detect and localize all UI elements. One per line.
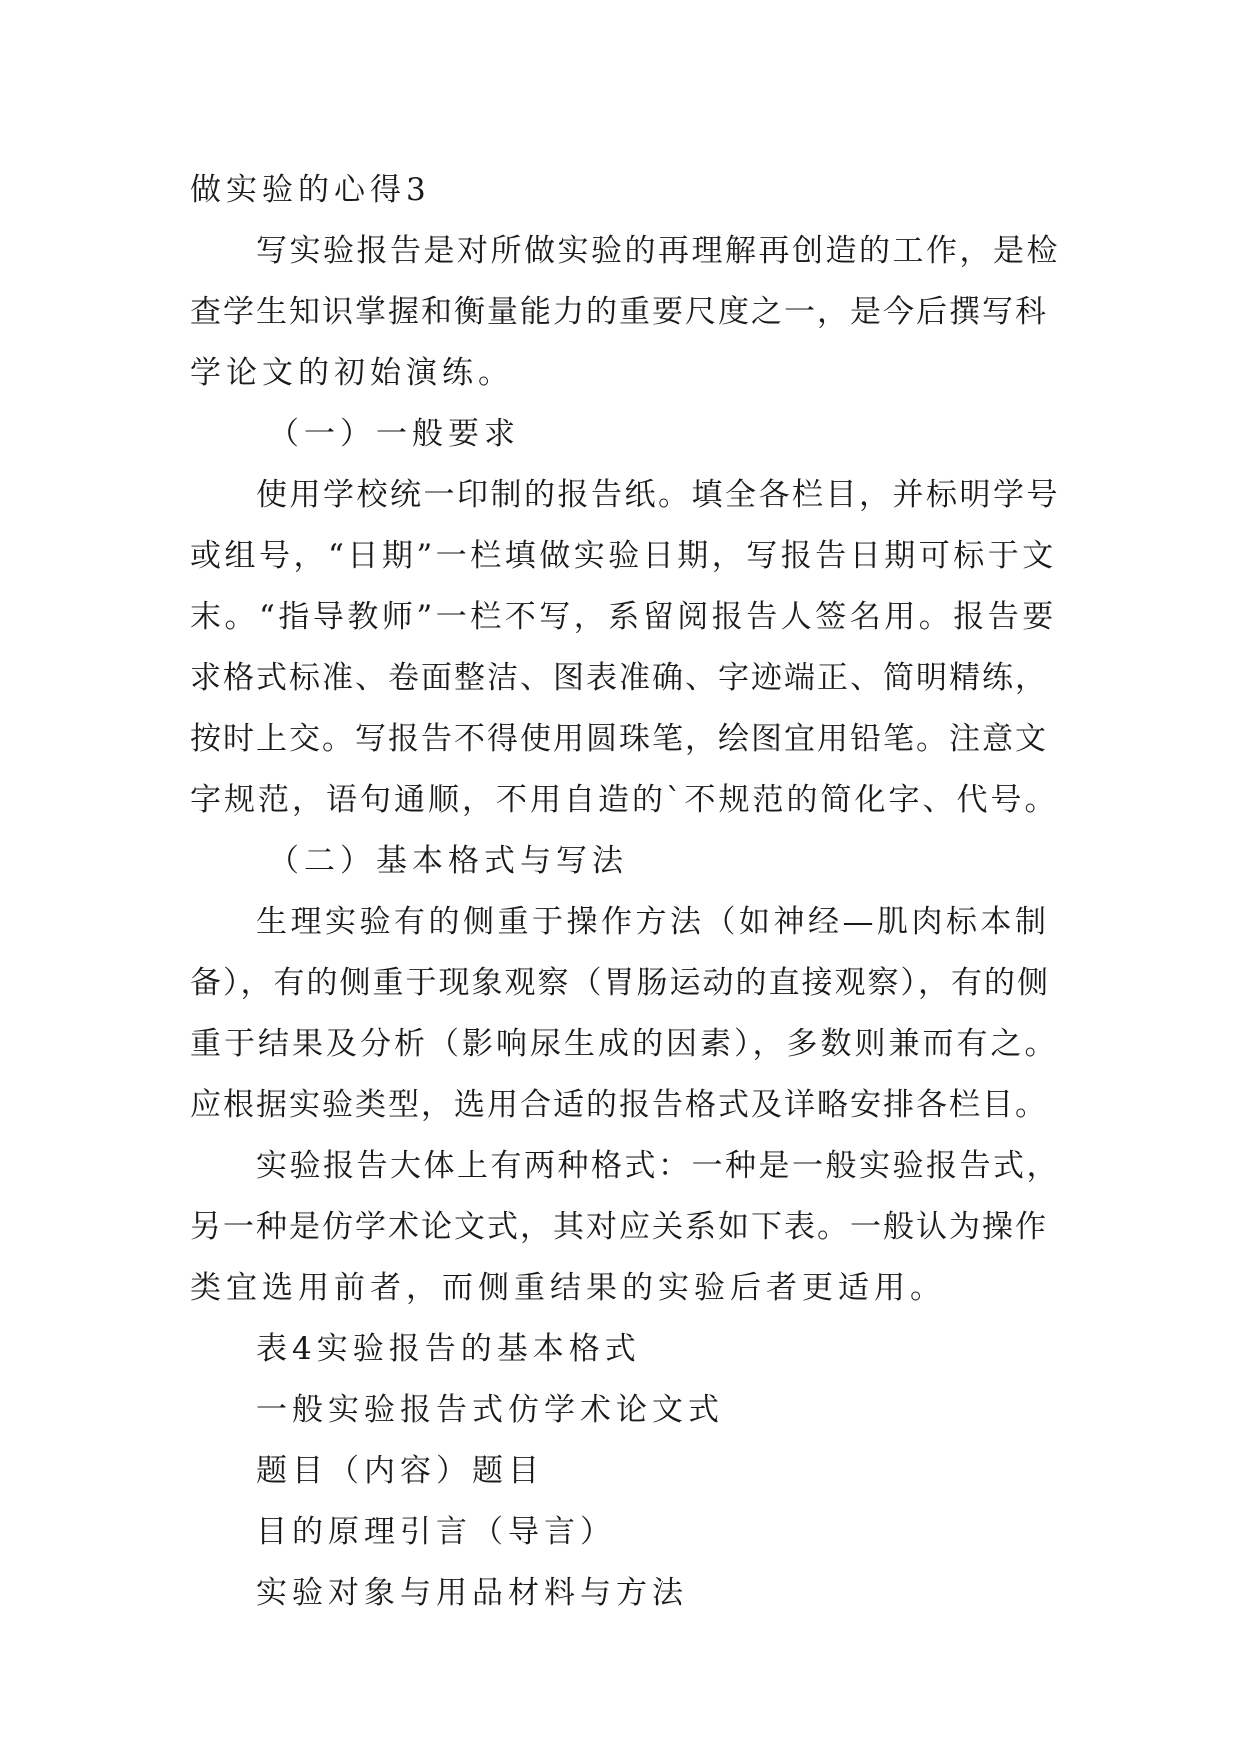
text-line: 表4实验报告的基本格式 — [256, 1331, 641, 1367]
text-line: 类宜选用前者，而侧重结果的实验后者更适用。 — [190, 1270, 946, 1306]
text-line: 题目（内容）题目 — [256, 1453, 544, 1489]
text-line: 生理实验有的侧重于操作方法（如神经—肌肉标本制 — [256, 904, 1050, 940]
text-line: 写实验报告是对所做实验的再理解再创造的工作，是检 — [256, 233, 1060, 269]
text-line: 学论文的初始演练。 — [190, 355, 514, 391]
text-line: 备），有的侧重于现象观察（胃肠运动的直接观察），有的侧 — [190, 965, 1050, 1001]
text-line: 目的原理引言（导言） — [256, 1514, 616, 1550]
text-line: 求格式标准、卷面整洁、图表准确、字迹端正、简明精练， — [190, 660, 1048, 696]
document-body — [190, 160, 1060, 1624]
document-title: 做实验的心得3 — [190, 172, 431, 208]
text-line: 末。“指导教师”一栏不写，系留阅报告人签名用。报告要 — [190, 599, 1057, 635]
text-line: 重于结果及分析（影响尿生成的因素），多数则兼而有之。 — [190, 1026, 1059, 1062]
text-line: 使用学校统一印制的报告纸。填全各栏目，并标明学号 — [256, 477, 1060, 513]
section-heading: （一）一般要求 — [268, 416, 520, 452]
text-line: 查学生知识掌握和衡量能力的重要尺度之一，是今后撰写科 — [190, 294, 1048, 330]
text-line: 一般实验报告式仿学术论文式 — [256, 1392, 724, 1428]
text-line: 应根据实验类型，选用合适的报告格式及详略安排各栏目。 — [190, 1087, 1048, 1123]
section-heading: （二）基本格式与写法 — [268, 843, 628, 879]
text-line: 按时上交。写报告不得使用圆珠笔，绘图宜用铅笔。注意文 — [190, 721, 1048, 757]
text-line: 字规范，语句通顺，不用自造的`不规范的简化字、代号。 — [190, 782, 1059, 818]
text-line: 或组号，“日期”一栏填做实验日期，写报告日期可标于文 — [190, 538, 1057, 574]
text-line: 另一种是仿学术论文式，其对应关系如下表。一般认为操作 — [190, 1209, 1048, 1245]
text-line: 实验对象与用品材料与方法 — [256, 1575, 688, 1611]
text-line: 实验报告大体上有两种格式：一种是一般实验报告式， — [256, 1148, 1060, 1184]
